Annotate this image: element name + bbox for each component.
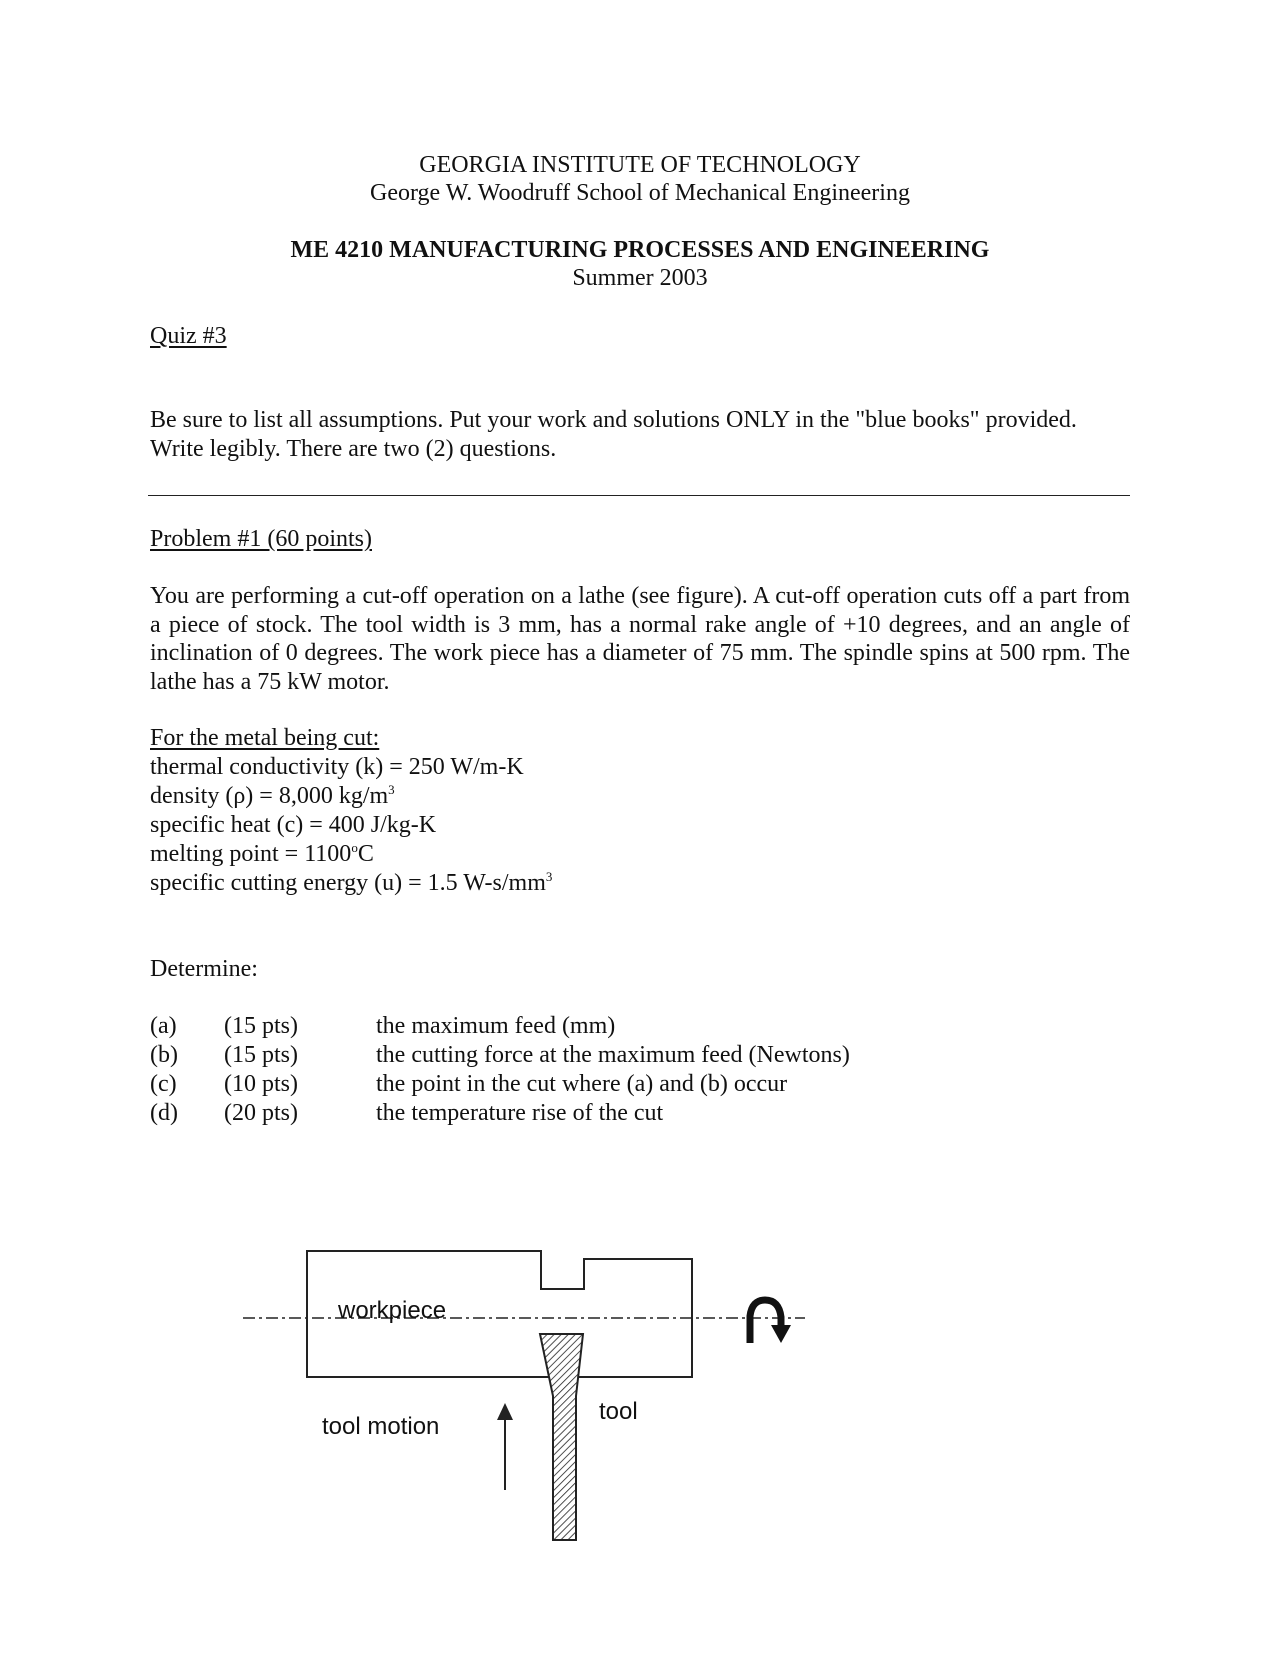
- question-text: the cutting force at the maximum feed (Newtons): [376, 1042, 850, 1068]
- thermal-conductivity: thermal conductivity (k) = 250 W/m-K: [150, 754, 524, 780]
- institution-name: GEORGIA INSTITUTE OF TECHNOLOGY: [419, 152, 861, 178]
- melting-point-text: melting point = 1100: [150, 841, 352, 867]
- question-points: (10 pts): [224, 1071, 298, 1097]
- question-text: the maximum feed (mm): [376, 1013, 616, 1039]
- density-exponent: 3: [388, 782, 395, 797]
- workpiece-label: workpiece: [338, 1297, 447, 1324]
- question-points: (20 pts): [224, 1100, 298, 1126]
- specific-heat: specific heat (c) = 400 J/kg-K: [150, 812, 437, 838]
- school-name: George W. Woodruff School of Mechanical Engineering: [370, 180, 910, 206]
- tool-motion-arrowhead: [497, 1403, 513, 1420]
- rotation-arrow-icon: [750, 1300, 781, 1343]
- course-title: ME 4210 MANUFACTURING PROCESSES AND ENGINEERING: [290, 237, 990, 263]
- melting-point-unit: C: [357, 841, 374, 867]
- question-text: the temperature rise of the cut: [376, 1100, 664, 1126]
- problem-description: You are performing a cut-off operation on a lathe (see figure). A cut-off operation cuts off a part from a piece of stock. The tool width is 3 mm, has a normal rake angle of +10 degrees, and an angle of inclination of 0 degrees. The work piece has a diameter of 75 mm. The spindle spins at 500 rpm. The lathe has a 75 kW motor.: [150, 583, 1130, 695]
- question-letter: (d): [150, 1100, 178, 1126]
- density-text: density (ρ) = 8,000 kg/m: [150, 783, 389, 809]
- cutting-energy-text: specific cutting energy (u) = 1.5 W-s/mm: [150, 870, 546, 896]
- question-points: (15 pts): [224, 1013, 298, 1039]
- cutting-energy-exponent: 3: [545, 869, 553, 884]
- tool-label: tool: [599, 1398, 638, 1425]
- question-points: (15 pts): [224, 1042, 298, 1068]
- rotation-arrowhead: [771, 1325, 791, 1343]
- properties-heading: For the metal being cut:: [150, 725, 380, 751]
- instructions-line-2: Write legibly. There are two (2) questions.: [150, 436, 557, 462]
- question-letter: (a): [150, 1013, 177, 1039]
- degree-symbol: o: [351, 840, 358, 855]
- instructions-line-1: Be sure to list all assumptions. Put your work and solutions ONLY in the "blue books" provided.: [150, 407, 1077, 433]
- term: Summer 2003: [572, 265, 708, 291]
- quiz-title: Quiz #3: [150, 323, 227, 349]
- question-text: the point in the cut where (a) and (b) occur: [376, 1071, 788, 1097]
- cutting-tool: [540, 1334, 583, 1540]
- question-letter: (c): [150, 1071, 177, 1097]
- problem-title: Problem #1 (60 points): [150, 526, 372, 552]
- tool-motion-label: tool motion: [322, 1413, 440, 1440]
- question-letter: (b): [150, 1042, 178, 1068]
- determine-label: Determine:: [150, 956, 258, 982]
